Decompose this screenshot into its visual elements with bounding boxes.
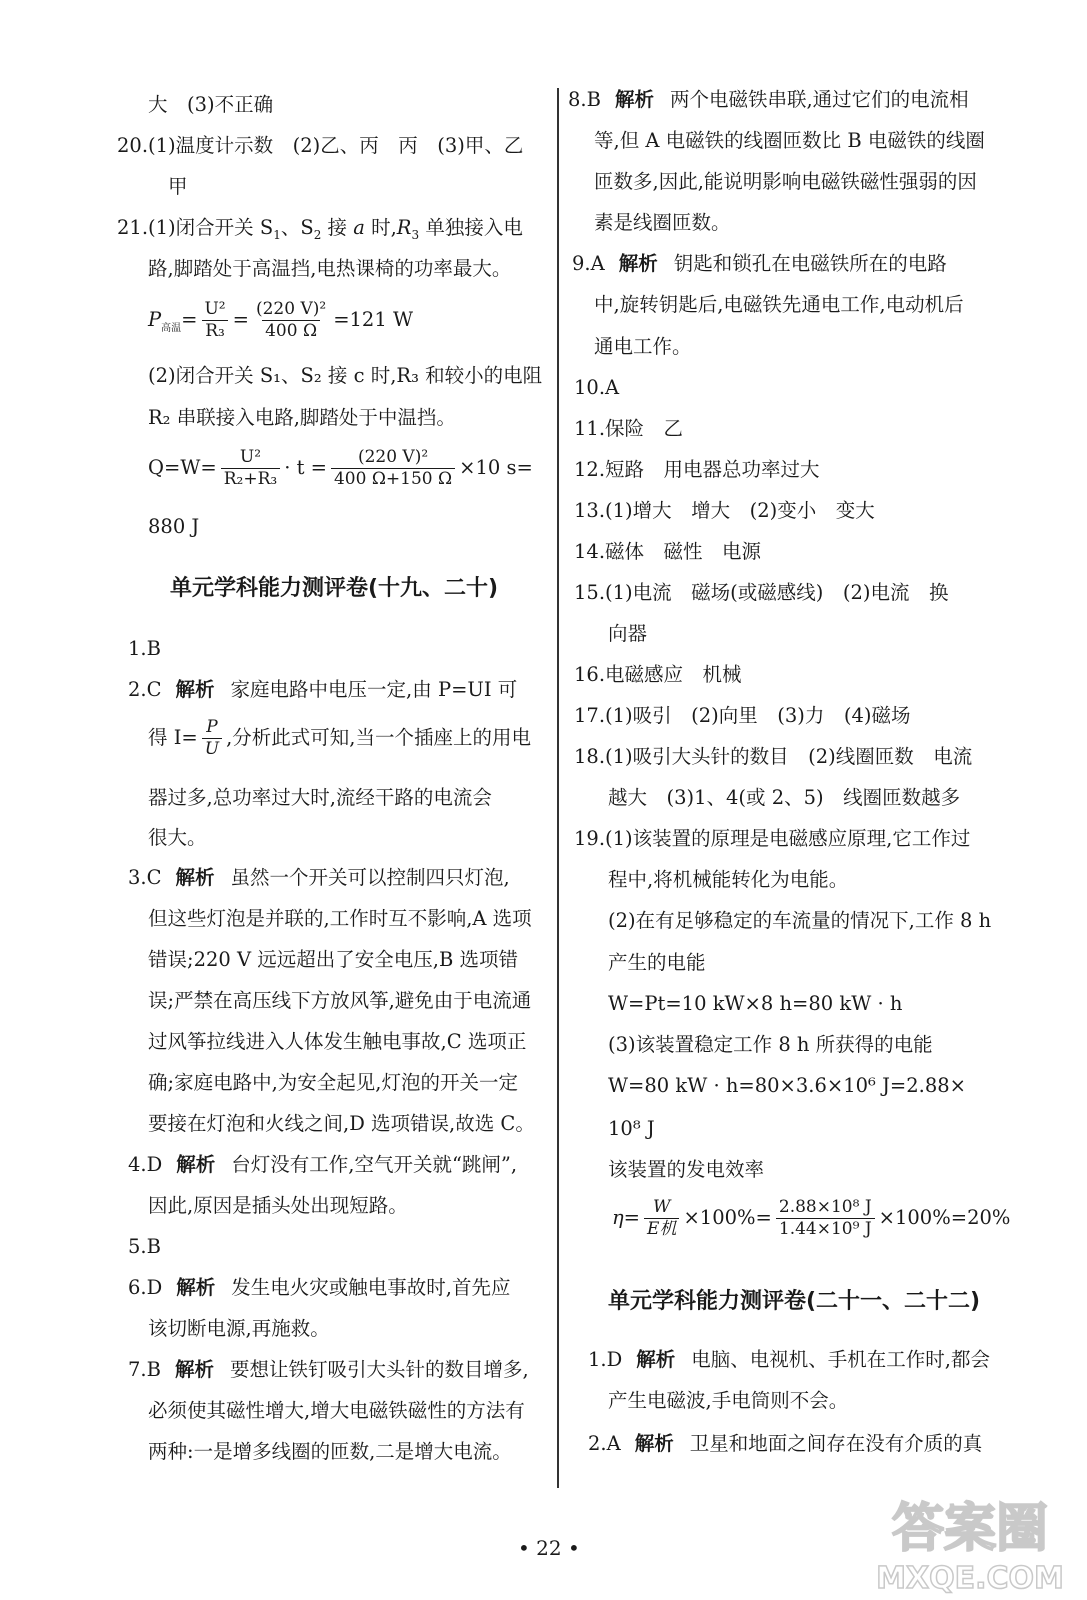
answer-7: 7.B 解析 要想让铁钉吸引大头针的数目增多, bbox=[128, 1358, 529, 1381]
answer-3: 3.C 解析 虽然一个开关可以控制四只灯泡, bbox=[128, 866, 510, 889]
watermark-logo bbox=[870, 1488, 1080, 1596]
line: (3)该装置稳定工作 8 h 所获得的电能 bbox=[608, 1033, 933, 1056]
answer-2: 2.C 解析 家庭电路中电压一定,由 P=UI 可 bbox=[128, 678, 518, 701]
answer-6: 6.D 解析 发生电火灾或触电事故时,首先应 bbox=[128, 1276, 511, 1299]
line: 素是线圈匝数。 bbox=[594, 211, 731, 234]
answer-4: 4.D 解析 台灯没有工作,空气开关就“跳闸”, bbox=[128, 1153, 518, 1176]
answer-21: 21.(1)闭合开关 $S_1$、$S_2$ 接 a 时$,R_3$ 单独接入电 bbox=[117, 216, 523, 242]
answer-1: 1.B bbox=[128, 637, 161, 660]
line: 越大 (3)1、4(或 2、5) 线圈匝数越多 bbox=[608, 786, 961, 809]
line: 通电工作。 bbox=[594, 335, 692, 358]
answer-b2: 2.A 解析 卫星和地面之间存在没有介质的真 bbox=[588, 1432, 983, 1455]
formula-heat: Q=W= $\frac{\text{U²}}{\text{R₂+R₃}}$ · t = $\frac{\text{(220 V)²}}{400 \Omega+150 \Omega}$ ×10 s= bbox=[148, 447, 533, 489]
answer-17: 17.(1)吸引 (2)向里 (3)力 (4)磁场 bbox=[574, 704, 911, 727]
line: 甲 bbox=[168, 175, 188, 198]
line: 产生电磁波,手电筒则不会。 bbox=[608, 1389, 849, 1412]
section-heading: 单元学科能力测评卷(二十一、二十二) bbox=[608, 1289, 981, 1314]
line: 但这些灯泡是并联的,工作时互不影响,A 选项 bbox=[148, 907, 532, 930]
answer-b1: 1.D 解析 电脑、电视机、手机在工作时,都会 bbox=[588, 1348, 990, 1371]
answer-14: 14.磁体 磁性 电源 bbox=[574, 540, 762, 563]
line: 10⁸ J bbox=[608, 1117, 655, 1140]
line: 误;严禁在高压线下方放风筝,避免由于电流通 bbox=[148, 989, 532, 1012]
answer-15: 15.(1)电流 磁场(或磁感线) (2)电流 换 bbox=[574, 581, 949, 604]
line: 必须使其磁性增大,增大电磁铁磁性的方法有 bbox=[148, 1399, 525, 1422]
line: 器过多,总功率过大时,流经干路的电流会 bbox=[148, 786, 492, 809]
line: 向器 bbox=[608, 622, 648, 645]
line: 确;家庭电路中,为安全起见,灯泡的开关一定 bbox=[148, 1071, 518, 1094]
line: W=80 kW · h=80×3.6×10⁶ J=2.88× bbox=[608, 1074, 966, 1097]
line: 错误;220 V 远远超出了安全电压,B 选项错 bbox=[148, 948, 518, 971]
answer-13: 13.(1)增大 增大 (2)变小 变大 bbox=[574, 499, 875, 522]
column-divider bbox=[557, 88, 559, 1488]
line: 该装置的发电效率 bbox=[608, 1158, 765, 1181]
answer-16: 16.电磁感应 机械 bbox=[574, 663, 742, 686]
line: (2)在有足够稳定的车流量的情况下,工作 8 h bbox=[608, 909, 992, 932]
section-heading: 单元学科能力测评卷(十九、二十) bbox=[170, 576, 499, 601]
line: W=Pt=10 kW×8 h=80 kW · h bbox=[608, 992, 903, 1015]
watermark-top: 答案圈 bbox=[891, 1499, 1049, 1559]
answer-9: 9.A 解析 钥匙和锁孔在电磁铁所在的电路 bbox=[572, 252, 947, 275]
formula-efficiency: η= $\frac{W}{\text{E机}}$ ×100%= $\frac{\text{2.88×10⁸ J}}{\text{1.44×10⁹ J}}$ ×100%=20% bbox=[612, 1197, 1011, 1239]
line: 程中,将机械能转化为电能。 bbox=[608, 868, 849, 891]
line: 匝数多,因此,能说明影响电磁铁磁性强弱的因 bbox=[594, 170, 977, 193]
line: 得 I= $\frac{P}{U}$ ,分析此式可知,当一个插座上的用电 bbox=[148, 717, 531, 759]
line: 该切断电源,再施救。 bbox=[148, 1317, 330, 1340]
answer-10: 10.A bbox=[574, 376, 620, 399]
line: 产生的电能 bbox=[608, 951, 706, 974]
answer-18: 18.(1)吸引大头针的数目 (2)线圈匝数 电流 bbox=[574, 745, 973, 768]
line: 880 J bbox=[148, 515, 200, 538]
line: 大 (3)不正确 bbox=[148, 93, 274, 116]
line: 中,旋转钥匙后,电磁铁先通电工作,电动机后 bbox=[594, 293, 964, 316]
line: 要接在灯泡和火线之间,D 选项错误,故选 C。 bbox=[148, 1112, 535, 1135]
line: R₂ 串联接入电路,脚踏处于中温挡。 bbox=[148, 406, 456, 429]
answer-12: 12.短路 用电器总功率过大 bbox=[574, 458, 820, 481]
line: 过风筝拉线进入人体发生触电事故,C 选项正 bbox=[148, 1030, 527, 1053]
line: 很大。 bbox=[148, 826, 207, 849]
line: 路,脚踏处于高温挡,电热课椅的功率最大。 bbox=[148, 257, 512, 280]
page-number: • 22 • bbox=[518, 1536, 580, 1560]
answer-8: 8.B 解析 两个电磁铁串联,通过它们的电流相 bbox=[568, 88, 969, 111]
line: 等,但 A 电磁铁的线圈匝数比 B 电磁铁的线圈 bbox=[594, 129, 985, 152]
line: 两种:一是增多线圈的匝数,二是增大电流。 bbox=[148, 1440, 512, 1463]
answer-20: 20.(1)温度计示数 (2)乙、丙 丙 (3)甲、乙 bbox=[117, 134, 524, 157]
formula-power: $P_{高温}=$ $\frac{\text{U²}}{\text{R₃}}$ = $\frac{\text{(220 V)²}}{400 \Omega}$ =121 W bbox=[148, 299, 413, 341]
answer-5: 5.B bbox=[128, 1235, 161, 1258]
line: (2)闭合开关 S₁、S₂ 接 c 时,R₃ 和较小的电阻 bbox=[148, 364, 543, 387]
answer-19: 19.(1)该装置的原理是电磁感应原理,它工作过 bbox=[574, 827, 971, 850]
line: 因此,原因是插头处出现短路。 bbox=[148, 1194, 408, 1217]
watermark-bottom: MXQE.COM bbox=[876, 1561, 1064, 1596]
answer-11: 11.保险 乙 bbox=[574, 417, 684, 440]
